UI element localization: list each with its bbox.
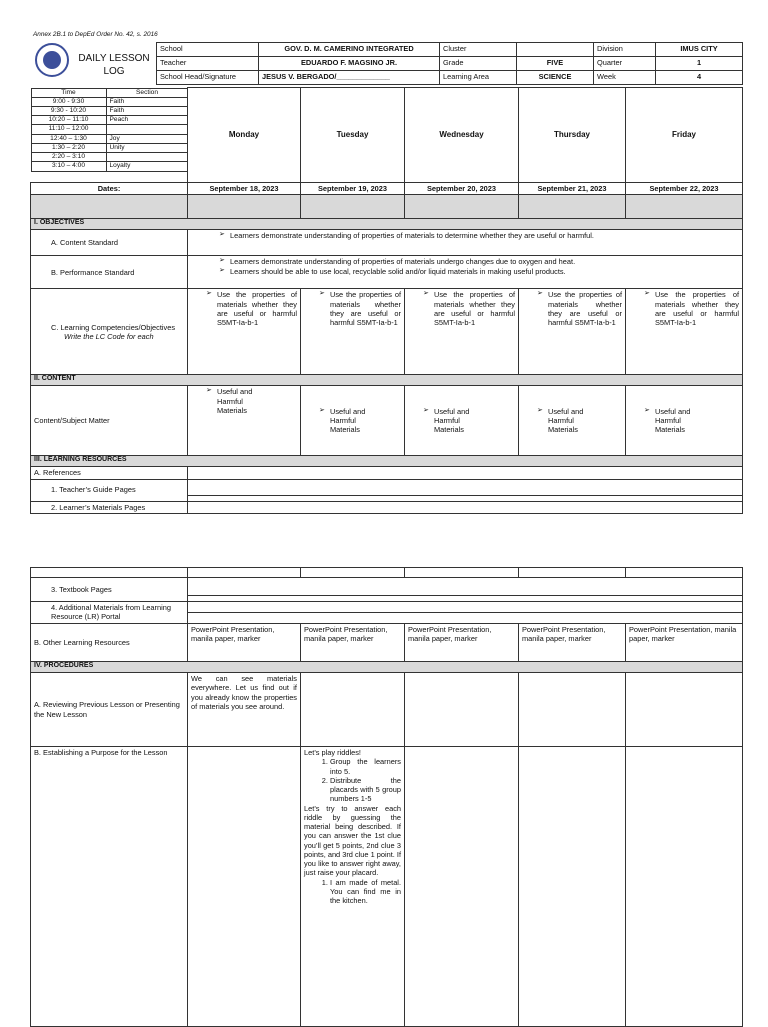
objectives-title: I. OBJECTIVES [31, 219, 743, 230]
performance-standard-label: B. Performance Standard [31, 256, 188, 289]
lc-friday: ➢ Use the properties of materials whether they are useful or harmful S5MT-Ia-b-1 [626, 289, 743, 375]
content-monday: ➢ Useful and Harmful Materials [188, 386, 301, 456]
date-thursday: September 21, 2023 [519, 183, 626, 195]
schedule-section: Loyalty [106, 162, 188, 171]
lesson-log-table-page1 [30, 87, 743, 514]
other-resources-monday: PowerPoint Presentation, manila paper, marker [188, 624, 301, 662]
other-resources-wednesday: PowerPoint Presentation, manila paper, marker [405, 624, 519, 662]
log-title: DAILY LESSON LOG [78, 53, 150, 77]
division-label: Division [594, 43, 656, 57]
day-friday: Friday [626, 88, 743, 183]
textbook-label: 3. Textbook Pages [31, 578, 188, 602]
head-label: School Head/Signature [157, 71, 259, 85]
performance-standard-text: ➢ Learners demonstrate understanding of properties of materials undergo changes due to oxygen and heat. ➢ Learners should be able to use local, recyclable solid and/or liquid materials in making useful products. [188, 256, 743, 289]
schedule-time: 10:20 – 11:10 [31, 116, 106, 125]
resources-title: III. LEARNING RESOURCES [31, 456, 743, 467]
content-subject-label: Content/Subject Matter [31, 386, 188, 456]
schedule-time: 11:10 – 12:00 [31, 125, 106, 134]
content-standard-text: ➢ Learners demonstrate understanding of properties of materials to determine whether they are useful or harmful. [188, 230, 743, 256]
lc-thursday: ➢ Use the properties of materials whether they are useful or harmful S5MT-Ia-b-1 [519, 289, 626, 375]
head-value: JESUS V. BERGADO/_____________ [259, 71, 440, 85]
grade-label: Grade [440, 57, 517, 71]
day-monday: Monday [188, 88, 301, 183]
header-table [156, 42, 743, 85]
area-value: SCIENCE [517, 71, 594, 85]
school-value: GOV. D. M. CAMERINO INTEGRATED [259, 43, 440, 57]
day-thursday: Thursday [519, 88, 626, 183]
schedule-section: Unity [106, 143, 188, 152]
school-label: School [157, 43, 259, 57]
lesson-log-table-page2 [30, 567, 743, 1027]
date-monday: September 18, 2023 [188, 183, 301, 195]
lc-tuesday: ➢ Use the properties of materials whether they are useful or harmful S5MT-Ia-b-1 [301, 289, 405, 375]
day-tuesday: Tuesday [301, 88, 405, 183]
purpose-tuesday: Let’s play riddles! 1. Group the learners into 5. 2. Distribute the placards with 5 group numbers 1-5 Let’s try to answer each riddle by guessing the material being described. If you can answer the 1st clue you’ll get 5 points, 2nd clue 3 points, and 3rd clue 1 point. If you like to answer right away, just raise your placard. 1. I am made of metal. You can find me in the kitchen. [301, 747, 405, 1027]
content-standard-label: A. Content Standard [31, 230, 188, 256]
schedule-section: Faith [106, 106, 188, 115]
annex-note: Annex 2B.1 to DepEd Order No. 42, s. 2016 [33, 31, 158, 38]
schedule-time: 9:30 - 10:20 [31, 106, 106, 115]
reviewing-monday: We can see materials everywhere. Let us find out if you already know the properties of materials you see around. [188, 673, 301, 747]
quarter-label: Quarter [594, 57, 656, 71]
other-resources-tuesday: PowerPoint Presentation, manila paper, marker [301, 624, 405, 662]
schedule-time: 3:10 – 4:00 [31, 162, 106, 171]
content-thursday: ➢ Useful and Harmful Materials [519, 386, 626, 456]
schedule-section: Peach [106, 116, 188, 125]
teachers-guide-label: 1. Teacher’s Guide Pages [31, 479, 188, 501]
day-wednesday: Wednesday [405, 88, 519, 183]
date-friday: September 22, 2023 [626, 183, 743, 195]
cluster-value [517, 43, 594, 57]
schedule-section: Faith [106, 97, 188, 106]
procedures-title: IV. PROCEDURES [31, 662, 743, 673]
schedule-time: 1:30 – 2:20 [31, 143, 106, 152]
content-tuesday: ➢ Useful and Harmful Materials [301, 386, 405, 456]
learning-competencies-label: C. Learning Competencies/Objectives Write the LC Code for each [31, 289, 188, 375]
references-label: A. References [31, 467, 188, 479]
cluster-label: Cluster [440, 43, 517, 57]
learners-materials-label: 2. Learner’s Materials Pages [31, 501, 188, 513]
content-wednesday: ➢ Useful and Harmful Materials [405, 386, 519, 456]
schedule-table [31, 88, 188, 172]
section-header: Section [106, 88, 188, 97]
area-label: Learning Area [440, 71, 517, 85]
week-label: Week [594, 71, 656, 85]
additional-materials-label: 4. Additional Materials from Learning Resource (LR) Portal [31, 602, 188, 624]
schedule-section: Joy [106, 134, 188, 143]
time-header: Time [31, 88, 106, 97]
date-wednesday: September 20, 2023 [405, 183, 519, 195]
other-resources-friday: PowerPoint Presentation, manila paper, marker [626, 624, 743, 662]
teacher-label: Teacher [157, 57, 259, 71]
content-title: II. CONTENT [31, 375, 743, 386]
lc-wednesday: ➢ Use the properties of materials whether they are useful or harmful S5MT-Ia-b-1 [405, 289, 519, 375]
schedule-section [106, 153, 188, 162]
deped-seal-icon [35, 43, 69, 77]
schedule-time: 9:00 - 9:30 [31, 97, 106, 106]
content-friday: ➢ Useful and Harmful Materials [626, 386, 743, 456]
lc-monday: ➢ Use the properties of materials whether they are useful or harmful S5MT-Ia-b-1 [188, 289, 301, 375]
dates-label: Dates: [31, 183, 188, 195]
quarter-value: 1 [656, 57, 743, 71]
other-resources-thursday: PowerPoint Presentation, manila paper, marker [519, 624, 626, 662]
purpose-label: B. Establishing a Purpose for the Lesson [31, 747, 188, 1027]
reviewing-lesson-label: A. Reviewing Previous Lesson or Presenting the New Lesson [31, 673, 188, 747]
grade-value: FIVE [517, 57, 594, 71]
schedule-time: 2:20 – 3:10 [31, 153, 106, 162]
date-tuesday: September 19, 2023 [301, 183, 405, 195]
division-value: IMUS CITY [656, 43, 743, 57]
schedule-time: 12:40 – 1:30 [31, 134, 106, 143]
schedule-section [106, 125, 188, 134]
gray-spacer-row [31, 195, 743, 219]
other-resources-label: B. Other Learning Resources [31, 624, 188, 662]
teacher-value: EDUARDO F. MAGSINO JR. [259, 57, 440, 71]
week-value: 4 [656, 71, 743, 85]
